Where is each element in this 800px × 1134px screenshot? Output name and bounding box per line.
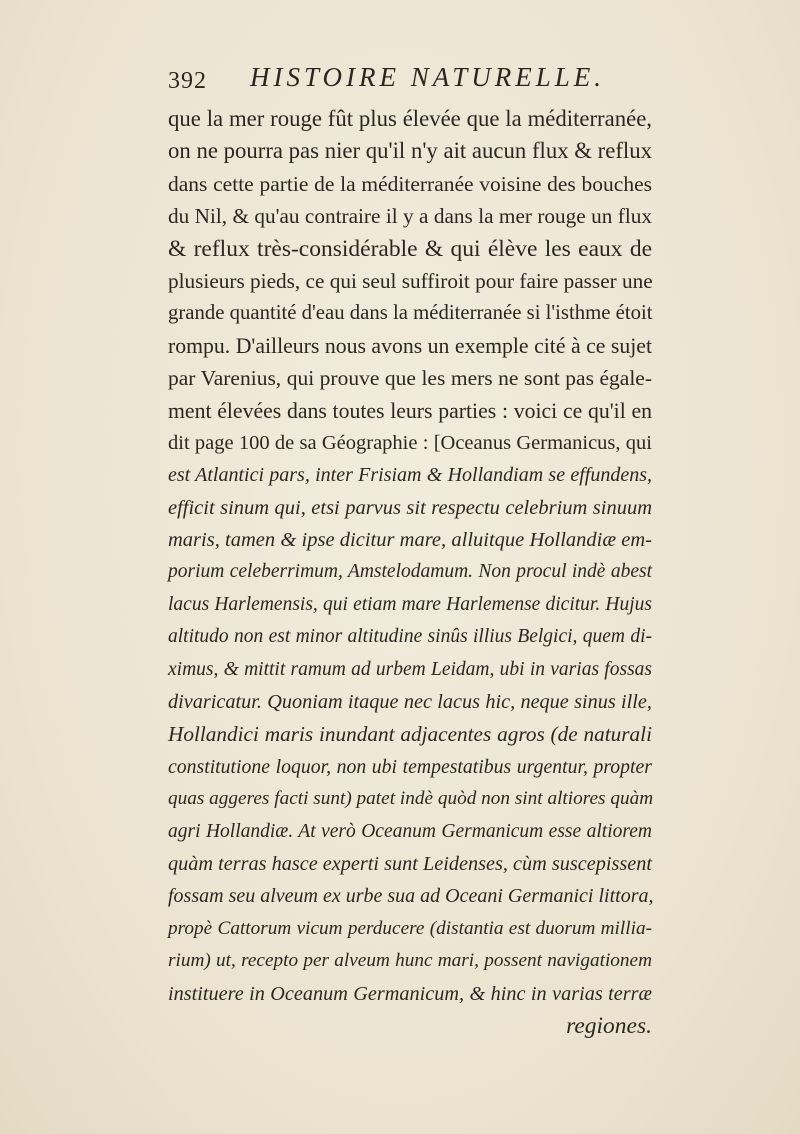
text-line: agri Hollandiæ. At verò Oceanum Germanicum esse altiorem xyxy=(168,820,652,842)
text-line: lacus Harlemensis, qui etiam mare Harlemense dicitur. Hujus xyxy=(168,593,652,615)
text-line: quas aggeres facti sunt) patet indè quòd non sint altiores quàm xyxy=(168,788,654,810)
running-title: HISTOIRE NATURELLE. xyxy=(250,62,606,92)
text-line: altitudo non est minor altitudine sinûs illius Belgici, quem di- xyxy=(168,626,652,648)
text-line: plusieurs pieds, ce qui seul suffiroit pour faire passer une xyxy=(168,268,653,293)
text-line: rium) ut, recepto per alveum hunc mari, possent navigationem xyxy=(168,950,652,972)
text-line: regiones. xyxy=(566,1012,652,1039)
text-line: instituere in Oceanum Germanicum, & hinc in varias terræ xyxy=(168,982,652,1005)
text-line: dit page 100 de sa Géographie : [Oceanus Germanicus, qui xyxy=(168,431,652,454)
page-number: 392 xyxy=(168,68,207,94)
text-line: constitutione loquor, non ubi tempestatibus urgentur, propter xyxy=(168,755,652,778)
text-line: dans cette partie de la méditerranée voisine des bouches xyxy=(168,171,652,196)
text-line: par Varenius, qui prouve que les mers ne sont pas égale- xyxy=(168,366,652,391)
text-line: maris, tamen & ipse dicitur mare, alluitque Hollandiæ em- xyxy=(168,529,652,552)
text-line: du Nil, & qu'au contraire il y a dans la mer rouge un flux xyxy=(168,204,652,229)
text-line: ment élevées dans toutes leurs parties : voici ce qu'il en xyxy=(168,398,652,423)
body-text xyxy=(168,103,652,1042)
text-line: propè Cattorum vicum perducere (distantia est duorum millia- xyxy=(168,917,652,939)
text-line: est Atlantici pars, inter Frisiam & Hollandiam se effundens, xyxy=(168,464,652,487)
text-line: rompu. D'ailleurs nous avons un exemple cité à ce sujet xyxy=(168,333,652,358)
text-line: grande quantité d'eau dans la méditerranée si l'isthme étoit xyxy=(168,302,653,325)
text-line: quàm terras hasce experti sunt Leidenses, cùm suscepissent xyxy=(168,852,652,875)
page-header xyxy=(168,58,648,98)
text-line: & reflux très-considérable & qui élève les eaux de xyxy=(168,235,652,262)
text-line: on ne pourra pas nier qu'il n'y ait aucun flux & reflux xyxy=(168,138,652,164)
text-line: Hollandici maris inundant adjacentes agros (de naturali xyxy=(168,722,652,747)
text-line: efficit sinum qui, etsi parvus sit respectu celebrium sinuum xyxy=(168,496,652,519)
text-line: porium celeberrimum, Amstelodamum. Non procul indè abest xyxy=(168,561,652,583)
text-line: divaricatur. Quoniam itaque nec lacus hic, neque sinus ille, xyxy=(168,691,652,714)
text-line: fossam seu alveum ex urbe sua ad Oceani Germanici littora, xyxy=(168,885,654,908)
text-line: ximus, & mittit ramum ad urbem Leidam, ubi in varias fossas xyxy=(168,658,652,680)
text-line: que la mer rouge fût plus élevée que la méditerranée, xyxy=(168,106,652,131)
